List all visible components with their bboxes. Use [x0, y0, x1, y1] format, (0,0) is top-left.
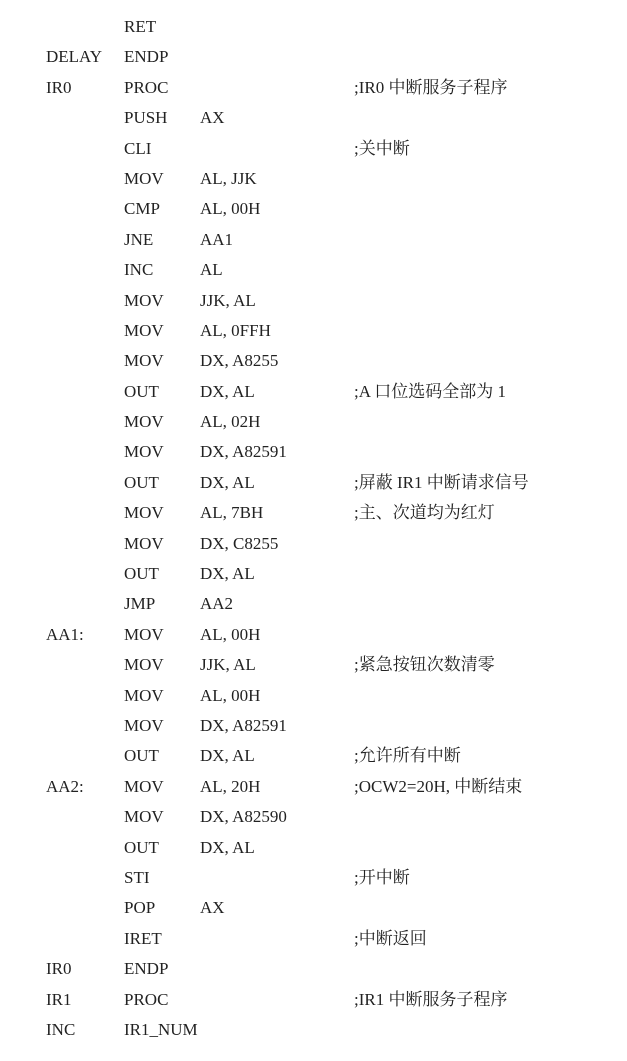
line-mnemonic: MOV — [124, 685, 164, 705]
line-operands: DX, AL — [200, 746, 255, 766]
line-comment: ;关中断 — [354, 138, 410, 158]
code-line — [0, 12, 627, 42]
line-mnemonic: MOV — [124, 624, 164, 644]
line-mnemonic: INC — [124, 260, 154, 280]
line-operands: AX — [200, 108, 225, 128]
line-mnemonic: OUT — [124, 837, 159, 857]
line-mnemonic: PUSH — [124, 108, 168, 128]
code-line — [0, 194, 627, 224]
line-mnemonic: MOV — [124, 168, 164, 188]
code-line — [0, 377, 627, 407]
line-operands: AL, JJK — [200, 168, 257, 188]
line-mnemonic: MOV — [124, 533, 164, 553]
code-line — [0, 620, 627, 650]
line-operands: AL — [200, 260, 223, 280]
line-operands: AX — [200, 898, 225, 918]
line-operands: AA1 — [200, 229, 234, 249]
code-line — [0, 255, 627, 285]
line-operands: DX, A82591 — [200, 442, 287, 462]
line-operands: AL, 20H — [200, 776, 261, 796]
code-line — [0, 134, 627, 164]
line-mnemonic: PROC — [124, 989, 169, 1009]
code-line — [0, 711, 627, 741]
line-label: IR1 — [46, 989, 72, 1009]
code-line — [0, 802, 627, 832]
line-operands: AL, 00H — [200, 624, 261, 644]
line-comment: ;A 口位选码全部为 1 — [354, 381, 507, 401]
code-line — [0, 589, 627, 619]
line-mnemonic: CLI — [124, 138, 152, 158]
line-mnemonic: STI — [124, 867, 150, 887]
line-mnemonic: MOV — [124, 320, 164, 340]
line-label: IR0 — [46, 77, 72, 97]
line-operands: AL, 00H — [200, 199, 261, 219]
line-mnemonic: OUT — [124, 746, 159, 766]
code-line — [0, 681, 627, 711]
code-line — [0, 286, 627, 316]
line-mnemonic: MOV — [124, 442, 164, 462]
line-operands: JJK, AL — [200, 655, 256, 675]
line-mnemonic: MOV — [124, 351, 164, 371]
code-line — [0, 468, 627, 498]
line-operands: AL, 02H — [200, 412, 261, 432]
line-mnemonic: MOV — [124, 807, 164, 827]
code-line — [0, 863, 627, 893]
line-operands: DX, A82591 — [200, 715, 287, 735]
line-comment: ;允许所有中断 — [354, 746, 461, 766]
line-mnemonic: ENDP — [124, 959, 169, 979]
code-line — [0, 893, 627, 923]
line-comment: ;屏蔽 IR1 中断请求信号 — [354, 472, 529, 492]
line-comment: ;IR1 中断服务子程序 — [354, 989, 508, 1009]
code-line — [0, 1015, 627, 1045]
line-operands: DX, C8255 — [200, 533, 279, 553]
code-line — [0, 407, 627, 437]
line-label: AA1: — [46, 624, 84, 644]
line-mnemonic: ENDP — [124, 47, 169, 67]
code-line — [0, 529, 627, 559]
code-line — [0, 498, 627, 528]
line-operands: JJK, AL — [200, 290, 256, 310]
line-mnemonic: CMP — [124, 199, 160, 219]
code-line — [0, 103, 627, 133]
line-mnemonic: MOV — [124, 503, 164, 523]
assembly-listing — [0, 12, 627, 1045]
line-operands: AL, 7BH — [200, 503, 264, 523]
line-mnemonic: IR1_NUM — [124, 1019, 198, 1039]
line-operands: DX, AL — [200, 837, 255, 857]
code-line — [0, 924, 627, 954]
line-operands: DX, AL — [200, 564, 255, 584]
line-mnemonic: PROC — [124, 77, 169, 97]
line-comment: ;紧急按钮次数清零 — [354, 655, 495, 675]
code-line — [0, 316, 627, 346]
line-mnemonic: OUT — [124, 381, 159, 401]
line-comment: ;OCW2=20H, 中断结束 — [354, 776, 523, 796]
line-mnemonic: MOV — [124, 290, 164, 310]
code-line — [0, 954, 627, 984]
line-operands: DX, A82590 — [200, 807, 287, 827]
line-operands: AA2 — [200, 594, 234, 614]
line-label: DELAY — [46, 47, 103, 67]
line-operands: DX, A8255 — [200, 351, 279, 371]
line-operands: AL, 00H — [200, 685, 261, 705]
code-line — [0, 437, 627, 467]
line-operands: AL, 0FFH — [200, 320, 271, 340]
line-mnemonic: OUT — [124, 564, 159, 584]
code-line — [0, 346, 627, 376]
line-mnemonic: MOV — [124, 412, 164, 432]
code-line — [0, 73, 627, 103]
line-mnemonic: IRET — [124, 928, 162, 948]
code-line — [0, 42, 627, 72]
line-label: INC — [46, 1019, 76, 1039]
code-line — [0, 772, 627, 802]
line-mnemonic: POP — [124, 898, 156, 918]
code-line — [0, 559, 627, 589]
line-operands: DX, AL — [200, 381, 255, 401]
code-line — [0, 164, 627, 194]
line-operands: DX, AL — [200, 472, 255, 492]
line-label: IR0 — [46, 959, 72, 979]
code-line — [0, 741, 627, 771]
code-line — [0, 985, 627, 1015]
line-mnemonic: JNE — [124, 229, 154, 249]
line-comment: ;IR0 中断服务子程序 — [354, 77, 508, 97]
line-mnemonic: MOV — [124, 715, 164, 735]
line-mnemonic: RET — [124, 17, 157, 36]
code-line — [0, 833, 627, 863]
line-comment: ;主、次道均为红灯 — [354, 503, 495, 523]
line-mnemonic: MOV — [124, 776, 164, 796]
line-mnemonic: MOV — [124, 655, 164, 675]
line-comment: ;开中断 — [354, 867, 410, 887]
line-mnemonic: OUT — [124, 472, 159, 492]
line-label: AA2: — [46, 776, 84, 796]
code-line — [0, 650, 627, 680]
code-line — [0, 225, 627, 255]
line-comment: ;中断返回 — [354, 928, 427, 948]
line-mnemonic: JMP — [124, 594, 156, 614]
